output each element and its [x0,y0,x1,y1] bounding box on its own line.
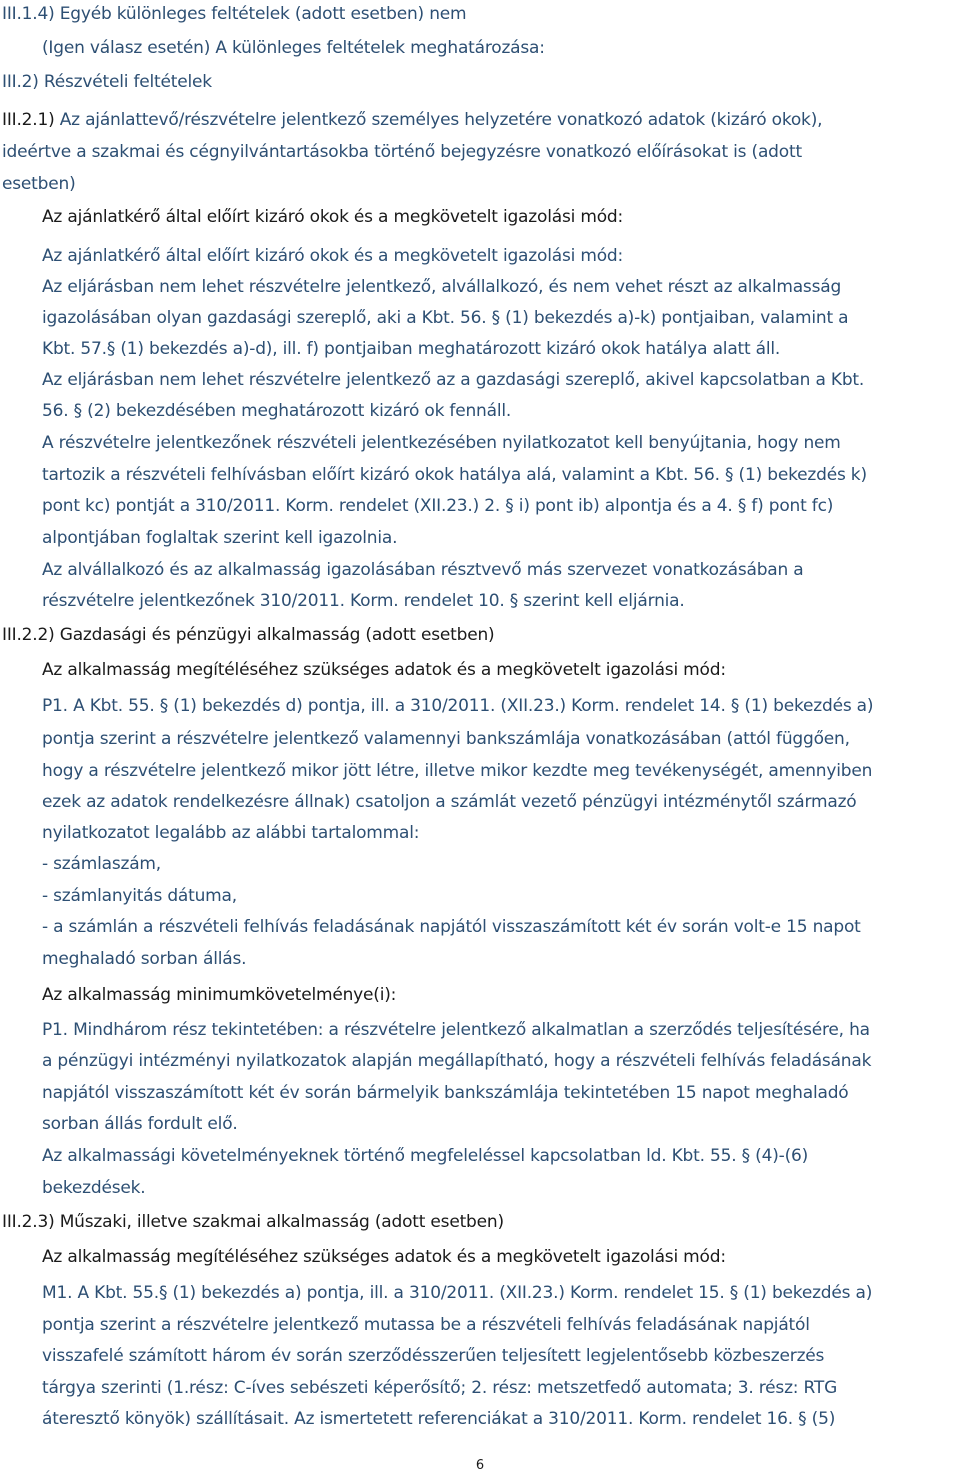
paragraph-line: visszafelé számított három év során szerződésszerűen teljesített legjelentősebb közbeszerzés [42,1346,825,1366]
answer-value: nem [423,4,467,24]
paragraph-line: hogy a részvételre jelentkező mikor jött létre, illetve mikor kezdte meg tevékenységét, amennyiben [42,761,873,781]
paragraph-line: Kbt. 57.§ (1) bekezdés a)-d), ill. f) pontjaiban meghatározott kizáró okok hatálya alatt áll. [42,339,781,359]
list-item: - számlaszám, [42,854,161,874]
section-title: Az ajánlattevő/részvételre jelentkező személyes helyzetére vonatkozó adatok (kizáró okok), [54,110,823,130]
special-conditions-label: (Igen válasz esetén) A különleges feltételek meghatározása: [42,38,545,58]
section-title: Műszaki, illetve szakmai alkalmasság (adott esetben) [54,1212,504,1232]
section-number: III.2.3) [2,1212,55,1232]
paragraph-line: 56. § (2) bekezdésében meghatározott kizáró ok fennáll. [42,401,512,421]
paragraph-line: pontja szerint a részvételre jelentkező valamennyi bankszámlája vonatkozásában (attól függően, [42,729,850,749]
field-label: Az alkalmasság megítéléséhez szükséges adatok és a megkövetelt igazolási mód: [42,1247,726,1267]
paragraph-line: Az ajánlatkérő által előírt kizáró okok és a megkövetelt igazolási mód: [42,246,624,266]
paragraph-line: meghaladó sorban állás. [42,949,247,969]
section-number: III.2.1) [2,110,55,130]
section-title: Egyéb különleges feltételek (adott esetben) [54,4,424,24]
paragraph-line: Az eljárásban nem lehet részvételre jelentkező, alvállalkozó, és nem vehet részt az alkalmasság [42,277,842,297]
paragraph-line: a pénzügyi intézményi nyilatkozatok alapján megállapítható, hogy a részvételi felhívás feladásának [42,1051,872,1071]
paragraph-line: ezek az adatok rendelkezésre állnak) csatoljon a számlát vezető pénzügyi intézménytől származó [42,792,857,812]
section-heading-iii-2 [2,71,212,93]
paragraph-line: bekezdések. [42,1178,146,1198]
paragraph-line: M1. A Kbt. 55.§ (1) bekezdés a) pontja, ill. a 310/2011. (XII.23.) Korm. rendelet 15. § (1) bekezdés a) [42,1283,873,1303]
paragraph-line: Az alvállalkozó és az alkalmasság igazolásában résztvevő más szervezet vonatkozásában a [42,560,804,580]
paragraph-line: napjától visszaszámított két év során bármelyik bankszámlája tekintetében 15 napot meghaladó [42,1083,849,1103]
paragraph-line: részvételre jelentkezőnek 310/2011. Korm. rendelet 10. § szerint kell eljárnia. [42,591,685,611]
paragraph-line: tárgya szerinti (1.rész: C-íves sebészeti képerősítő; 2. rész: metszetfedő automata; 3. rész: RTG [42,1378,838,1398]
paragraph-line: igazolásában olyan gazdasági szereplő, aki a Kbt. 56. § (1) bekezdés a)-k) pontjaiban, valamint a [42,308,849,328]
field-label: Az alkalmasság minimumkövetelménye(i): [42,985,397,1005]
section-title-cont: esetben) [2,174,76,194]
paragraph-line: pont kc) pontját a 310/2011. Korm. rendelet (XII.23.) 2. § i) pont ib) alpontja és a 4. § f) pont fc) [42,496,834,516]
paragraph-line: sorban állás fordult elő. [42,1114,238,1134]
section-title: Részvételi feltételek [38,72,212,92]
paragraph-line: Az alkalmassági követelményeknek történő megfeleléssel kapcsolatban ld. Kbt. 55. § (4)-(6) [42,1146,809,1166]
paragraph-line: nyilatkozatot legalább az alábbi tartalommal: [42,823,420,843]
section-number: III.1.4) [2,4,55,24]
paragraph-line: P1. Mindhárom rész tekintetében: a részvételre jelentkező alkalmatlan a szerződés teljesítésére, ha [42,1020,870,1040]
section-number: III.2.2) [2,625,55,645]
section-number: III.2) [2,72,39,92]
paragraph-line: áteresztő könyök) szállításait. Az ismertetett referenciákat a 310/2011. Korm. rendelet 16. § (5) [42,1409,836,1429]
paragraph-line: P1. A Kbt. 55. § (1) bekezdés d) pontja, ill. a 310/2011. (XII.23.) Korm. rendelet 14. § (1) bekezdés a) [42,696,874,716]
section-heading-iii-2-2 [2,624,494,646]
field-label: Az ajánlatkérő által előírt kizáró okok és a megkövetelt igazolási mód: [42,207,624,227]
list-item: - a számlán a részvételi felhívás feladásának napjától visszaszámított két év során volt-e 15 napot [42,917,861,937]
page-number: 6 [475,1458,485,1473]
paragraph-line: Az eljárásban nem lehet részvételre jelentkező az a gazdasági szereplő, akivel kapcsolatban a Kbt. [42,370,865,390]
section-heading-iii-2-3 [2,1211,504,1233]
paragraph-line: tartozik a részvételi felhívásban előírt kizáró okok hatálya alá, valamint a Kbt. 56. § (1) bekezdés k) [42,465,867,485]
section-title: Gazdasági és pénzügyi alkalmasság (adott esetben) [54,625,495,645]
field-label: Az alkalmasság megítéléséhez szükséges adatok és a megkövetelt igazolási mód: [42,660,726,680]
section-title-cont: ideértve a szakmai és cégnyilvántartásokba történő bejegyzésre vonatkozó előírásokat is (adott [2,142,802,162]
section-heading-iii-1-4 [2,3,466,25]
section-heading-iii-2-1 [2,109,822,131]
list-item: - számlanyitás dátuma, [42,886,237,906]
paragraph-line: A részvételre jelentkezőnek részvételi jelentkezésében nyilatkozatot kell benyújtania, hogy nem [42,433,841,453]
paragraph-line: pontja szerint a részvételre jelentkező mutassa be a részvételi felhívás feladásának napjától [42,1315,810,1335]
paragraph-line: alpontjában foglaltak szerint kell igazolnia. [42,528,398,548]
